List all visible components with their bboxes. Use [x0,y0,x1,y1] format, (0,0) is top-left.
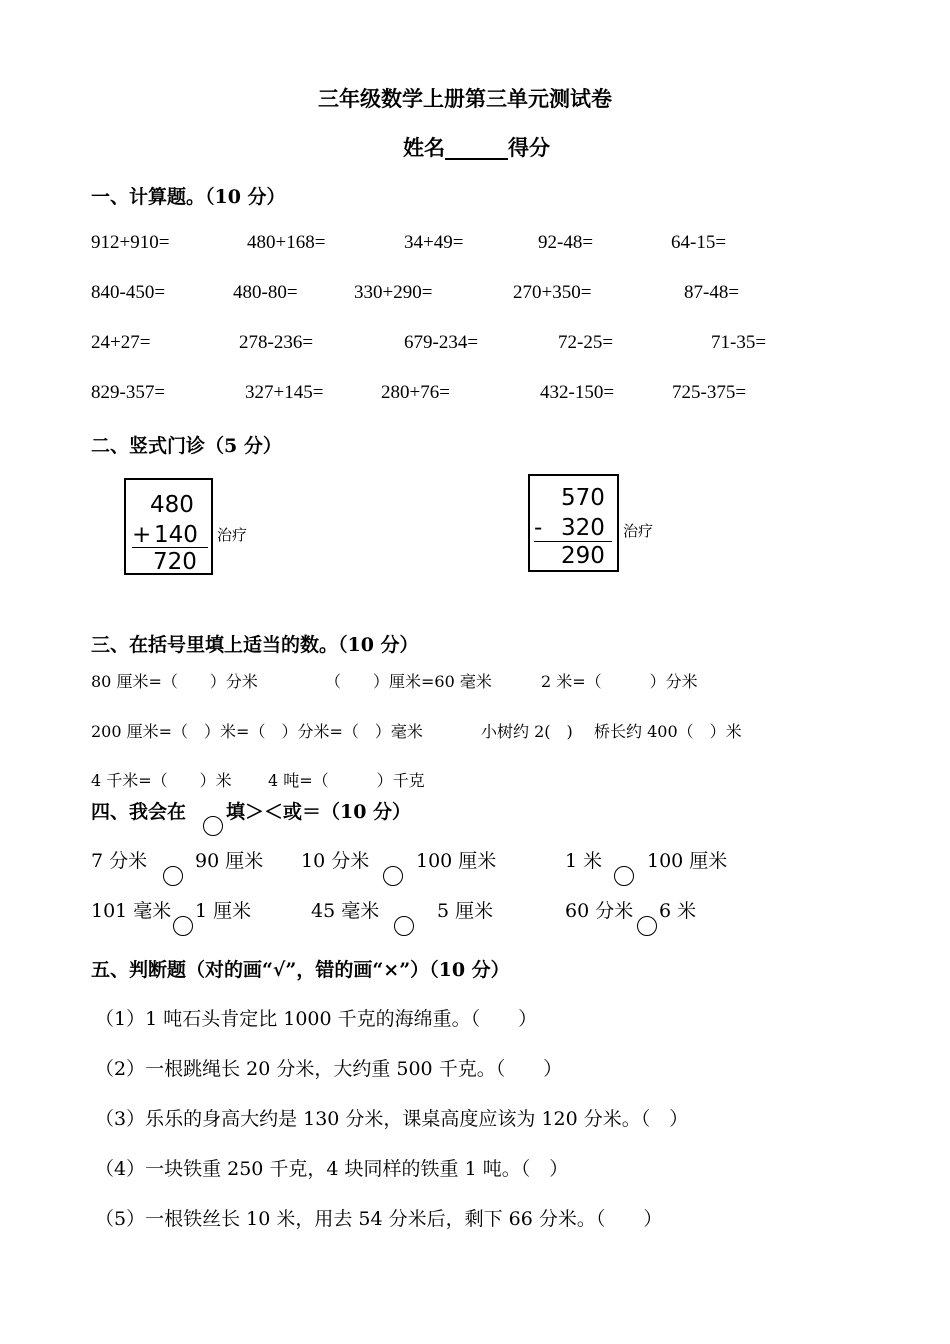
fill-item: 4 千米=（ ）米 [91,771,232,790]
compare-circle[interactable] [394,916,414,936]
judge-item: （4）一块铁重 250 千克，4 块同样的铁重 1 吨。（ ） [95,1158,569,1180]
calc-item: 480-80= [233,282,298,303]
section-4-heading: 四、我会在 [91,801,187,823]
section-5-heading: 五、判断题（对的画“√”，错的画“×”）（10 分） [91,959,510,981]
vertical-calc-box-1 [124,478,213,575]
vertical-calc-box-2 [528,474,619,572]
calc-item: 64-15= [671,232,727,253]
compare-right: 90 厘米 [195,850,264,872]
fill-item: 200 厘米=（ ）米=（ ）分米=（ ）毫米 [91,722,423,741]
vertical-top-number: 570 [561,485,605,511]
calc-item: 87-48= [684,282,740,303]
vertical-bottom-number: 140 [154,522,198,548]
vertical-top-number: 480 [150,492,194,518]
compare-circle[interactable] [637,916,657,936]
calc-item: 71-35= [711,332,767,353]
fill-item: 桥长约 400（ ）米 [594,722,742,741]
compare-left: 10 分米 [301,850,370,872]
fill-item: 4 吨=（ ）千克 [268,771,425,790]
compare-left: 1 米 [565,850,603,872]
section-4-heading-cont: 填＞＜或＝（10 分） [226,801,412,823]
section-1-heading: 一、计算题。（10 分） [91,186,286,208]
fill-item: 小树约 2( ) [481,722,573,741]
vertical-rule [534,541,612,542]
fill-item: （ ）厘米=60 毫米 [325,672,492,691]
vertical-operator: + [132,522,152,548]
compare-circle-sample [203,816,223,836]
compare-right: 100 厘米 [416,850,497,872]
section-3-heading: 三、在括号里填上适当的数。（10 分） [91,634,419,656]
compare-right: 6 米 [659,900,697,922]
calc-item: 480+168= [247,232,326,253]
section-2-heading: 二、竖式门诊（5 分） [91,435,282,457]
treatment-label: 治疗 [217,526,248,544]
calc-item: 270+350= [513,282,592,303]
compare-circle[interactable] [614,866,634,886]
compare-right: 1 厘米 [195,900,252,922]
compare-left: 101 毫米 [91,900,172,922]
vertical-result: 720 [153,549,197,575]
calc-item: 24+27= [91,332,151,353]
compare-left: 7 分米 [91,850,148,872]
calc-item: 829-357= [91,382,166,403]
calc-item: 679-234= [404,332,479,353]
treatment-label: 治疗 [623,522,654,540]
calc-item: 278-236= [239,332,314,353]
calc-item: 330+290= [354,282,433,303]
judge-item: （1）1 吨石头肯定比 1000 千克的海绵重。（ ） [95,1008,538,1030]
calc-item: 725-375= [672,382,747,403]
vertical-result: 290 [561,543,605,569]
compare-circle[interactable] [173,916,193,936]
compare-left: 45 毫米 [311,900,380,922]
page-title: 三年级数学上册第三单元测试卷 [318,86,612,111]
judge-item: （3）乐乐的身高大约是 130 分米，课桌高度应该为 120 分米。（ ） [95,1108,689,1130]
vertical-rule [132,547,208,548]
calc-item: 280+76= [381,382,450,403]
calc-item: 92-48= [538,232,594,253]
calc-item: 327+145= [245,382,324,403]
fill-item: 80 厘米=（ ）分米 [91,672,258,691]
calc-item: 432-150= [540,382,615,403]
fill-item: 2 米=（ ）分米 [541,672,698,691]
compare-right: 100 厘米 [647,850,728,872]
compare-circle[interactable] [383,866,403,886]
compare-right: 5 厘米 [437,900,494,922]
calc-item: 72-25= [558,332,614,353]
judge-item: （2）一根跳绳长 20 分米，大约重 500 千克。（ ） [95,1058,563,1080]
calc-item: 912+910= [91,232,170,253]
calc-item: 840-450= [91,282,166,303]
compare-left: 60 分米 [565,900,634,922]
compare-circle[interactable] [163,866,183,886]
vertical-operator: - [534,515,543,541]
vertical-bottom-number: 320 [561,515,605,541]
name-score-line: 姓名______得分 [403,135,550,160]
calc-item: 34+49= [404,232,464,253]
judge-item: （5）一根铁丝长 10 米，用去 54 分米后，剩下 66 分米。（ ） [95,1208,663,1230]
